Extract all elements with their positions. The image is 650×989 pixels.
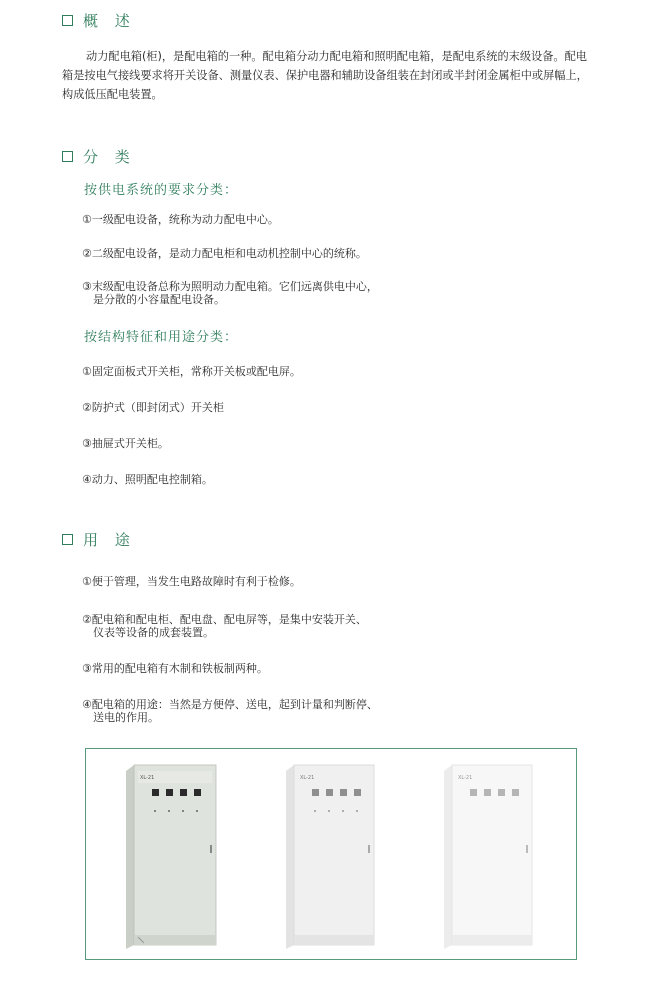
list-item: ③末级配电设备总称为照明动力配电箱。它们远离供电中心， 是分散的小容量配电设备。 [82,280,378,306]
classification-title: 分 类 [83,148,136,166]
by-system-heading: 按供电系统的要求分类： [84,183,239,198]
classification-heading [62,146,136,167]
overview-paragraph [62,47,592,104]
list-item: ③常用的配电箱有木制和铁板制两种。 [82,662,268,675]
overview-heading [62,10,136,31]
list-item: ②二级配电设备，是动力配电柜和电动机控制中心的统称。 [82,247,367,260]
by-structure-heading: 按结构特征和用途分类： [84,330,239,345]
cabinet-1 [126,765,216,949]
list-item: ③抽屉式开关柜。 [82,437,169,450]
list-item: ②防护式（即封闭式）开关柜 [82,401,224,414]
overview-title: 概 述 [83,12,136,30]
cabinet-label: XL-21 [458,775,473,781]
cabinet-3 [444,765,532,949]
checkbox-square-icon [62,151,73,162]
usage-heading [62,529,136,550]
list-item: ②配电箱和配电柜、配电盘、配电屏等，是集中安装开关、 仪表等设备的成套装置。 [82,613,367,639]
cabinet-label: XL-21 [140,775,155,781]
cabinet-2 [286,765,374,949]
cabinet-label: XL-21 [300,775,315,781]
list-item: ④动力、照明配电控制箱。 [82,473,213,486]
checkbox-square-icon [62,15,73,26]
product-photo [85,748,577,960]
list-item: ①固定面板式开关柜，常称开关板或配电屏。 [82,365,301,378]
cabinets-illustration [86,749,575,958]
usage-title: 用 途 [83,531,136,549]
list-item: ①便于管理，当发生电路故障时有利于检修。 [82,575,301,588]
list-item: ①一级配电设备，统称为动力配电中心。 [82,213,279,226]
checkbox-square-icon [62,534,73,545]
overview-text: 动力配电箱(柜)，是配电箱的一种。配电箱分动力配电箱和照明配电箱，是配电系统的末级设备。配电箱是按电气接线要求将开关设备、测量仪表、保护电器和辅助设备组装在封闭或半封闭金属柜中或屏幅上，构成低压配电装置。 [62,50,588,101]
list-item: ④配电箱的用途：当然是方便停、送电，起到计量和判断停、 送电的作用。 [82,698,378,724]
